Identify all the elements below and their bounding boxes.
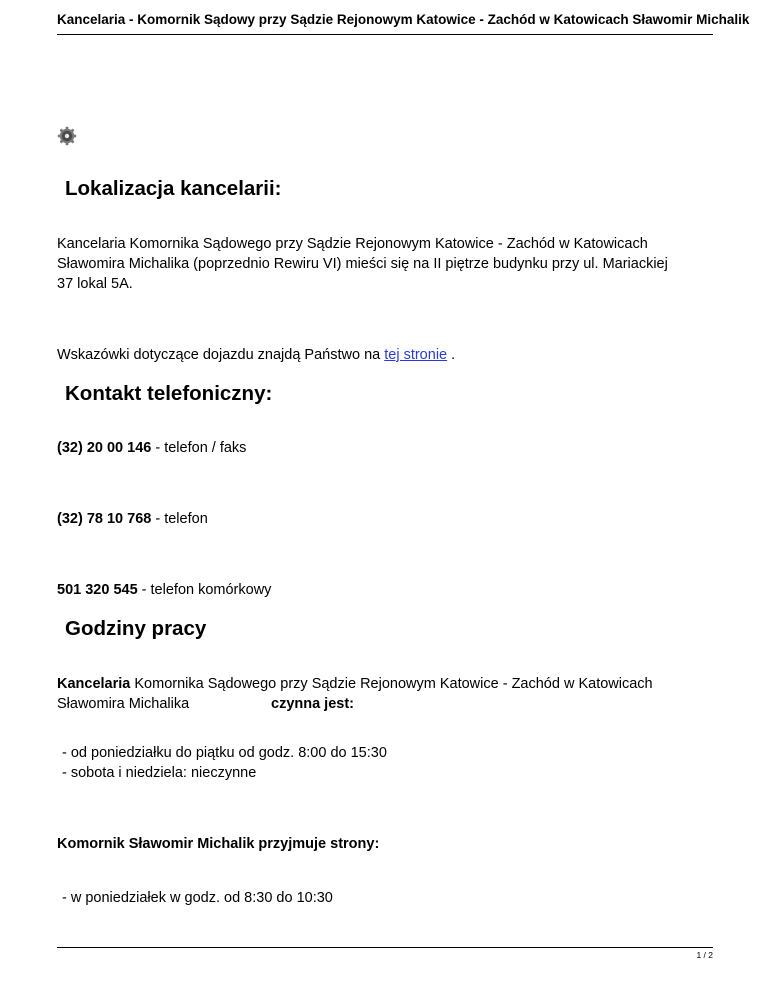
directions-suffix: .	[447, 347, 456, 363]
location-heading: Lokalizacja kancelarii:	[65, 177, 282, 200]
phone-number-2: (32) 78 10 768	[57, 511, 152, 527]
bailiff-heading: Komornik Sławomir Michalik przyjmuje strony:	[57, 836, 380, 852]
bailiff-hours-item-1: - w poniedziałek w godz. od 8:30 do 10:30	[62, 890, 333, 906]
phone-separator-2: -	[151, 511, 165, 527]
page-header-title: Kancelaria - Komornik Sądowy przy Sądzie Rejonowym Katowice - Zachód w Katowicach Sławomir Michalik	[57, 12, 750, 27]
office-text-line-1	[57, 676, 653, 693]
phone-line-3	[57, 582, 271, 599]
office-bold-label: Kancelaria	[57, 676, 131, 692]
office-hours-item-1: - od poniedziałku do piątku od godz. 8:00 do 15:30	[62, 745, 387, 761]
contact-heading: Kontakt telefoniczny:	[65, 382, 273, 405]
location-text-line-3: 37 lokal 5A.	[57, 276, 133, 292]
office-line1-rest: Komornika Sądowego przy Sądzie Rejonowym Katowice - Zachód w Katowicach	[130, 676, 653, 692]
office-open-label: czynna jest:	[271, 696, 354, 712]
page-number: 1 / 2	[696, 950, 713, 960]
location-text-line-1: Kancelaria Komornika Sądowego przy Sądzie Rejonowym Katowice - Zachód w Katowicach	[57, 236, 648, 252]
phone-label-1: telefon / faks	[164, 440, 247, 456]
gear-icon	[57, 126, 77, 146]
directions-text	[57, 347, 455, 364]
phone-line-2	[57, 511, 208, 528]
phone-separator-1: -	[151, 440, 165, 456]
phone-separator-3: -	[137, 582, 151, 598]
phone-line-1	[57, 440, 246, 457]
phone-number-3: 501 320 545	[57, 582, 138, 598]
directions-prefix: Wskazówki dotyczące dojazdu znajdą Państwo na	[57, 347, 385, 363]
office-line2: Sławomira Michalika	[57, 696, 190, 712]
directions-link[interactable]: tej stronie	[384, 347, 448, 363]
phone-number-1: (32) 20 00 146	[57, 440, 152, 456]
footer-divider	[57, 947, 713, 948]
office-hours-item-2: - sobota i niedziela: nieczynne	[62, 765, 257, 781]
office-text-line-2	[57, 696, 354, 713]
phone-label-3: telefon komórkowy	[150, 582, 272, 598]
location-text-line-2: Sławomira Michalika (poprzednio Rewiru VI) mieści się na II piętrze budynku przy ul. Mariackiej	[57, 256, 668, 272]
phone-label-2: telefon	[164, 511, 208, 527]
header-divider	[57, 34, 713, 35]
hours-heading: Godziny pracy	[65, 617, 207, 640]
